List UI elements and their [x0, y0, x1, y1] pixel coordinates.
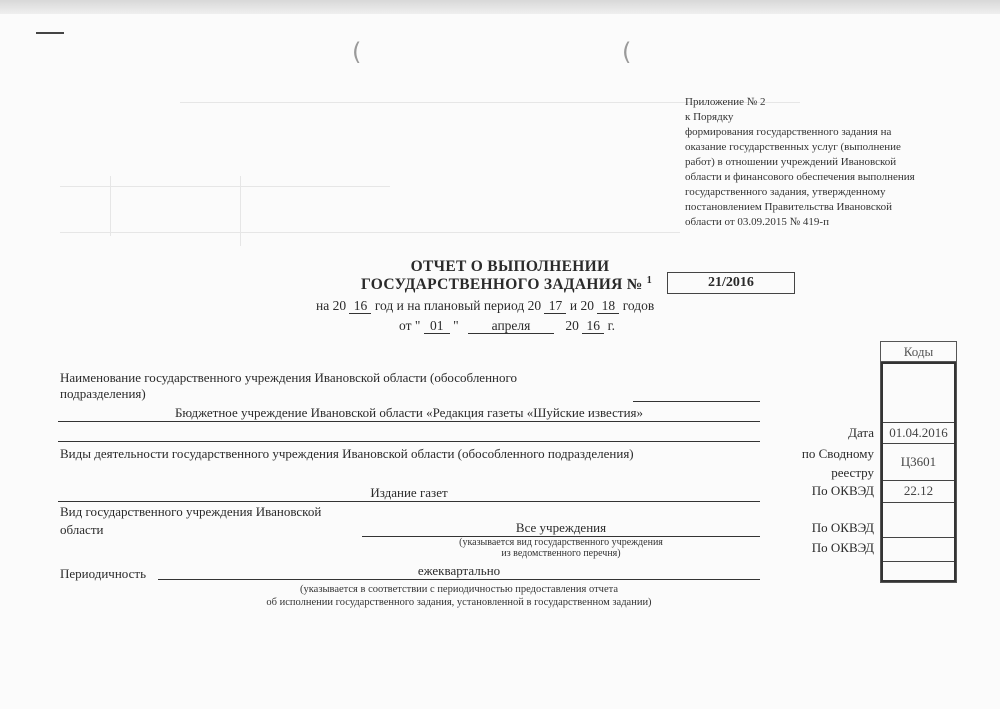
institution-label: Наименование государственного учреждения Ивановской области (обособленного: [60, 370, 517, 385]
date-line: [399, 318, 615, 334]
hint-line: из ведомственного перечня): [501, 548, 621, 559]
period-year: 16: [349, 299, 371, 314]
code-label-date: Дата: [848, 425, 874, 440]
scan-top-edge: [0, 0, 1000, 14]
code-cell-okved2: [883, 503, 954, 538]
hint-line: об исполнении государственного задания, установленной в государственном задании): [266, 597, 652, 608]
period-mid: год и на плановый период 20: [374, 298, 542, 313]
period-suffix: годов: [622, 298, 655, 313]
code-cell-blank: [883, 364, 954, 423]
underline: [158, 579, 760, 580]
appendix-line: к Порядку: [685, 111, 734, 123]
date-year-prefix: 20: [565, 318, 579, 333]
periodicity-value: ежеквартально: [417, 563, 501, 578]
document-title-line1: ОТЧЕТ О ВЫПОЛНЕНИИ: [410, 258, 610, 275]
period-and: и 20: [569, 298, 594, 313]
code-label-okved: По ОКВЭД: [811, 520, 874, 535]
code-label-registry-cont: реестру: [831, 465, 874, 480]
institution-type-hint: [362, 537, 760, 559]
appendix-line: работ) в отношении учреждений Ивановской: [685, 156, 897, 168]
appendix-line: государственного задания, утвержденному: [685, 186, 886, 198]
date-year: 16: [582, 319, 604, 334]
punch-hole-mark: (: [622, 38, 632, 66]
activity-label: Виды деятельности государственного учреждения Ивановской области (обособленного подразделения): [60, 446, 634, 461]
periodicity-label: Периодичность: [60, 566, 147, 581]
code-cell-date: 01.04.2016: [883, 423, 954, 444]
report-number-box: 21/2016: [667, 272, 795, 294]
underline: [58, 421, 760, 422]
date-month: апреля: [468, 319, 554, 334]
institution-type-label: Вид государственного учреждения Ивановской: [60, 504, 322, 519]
appendix-line: области от 03.09.2015 № 419-п: [685, 216, 829, 228]
institution-type-label-cont: области: [60, 522, 104, 537]
period-line: [316, 298, 654, 314]
code-label-okved: По ОКВЭД: [811, 483, 874, 498]
document-title-line2: [361, 275, 652, 294]
date-day: 01: [424, 319, 450, 334]
hint-line: (указывается в соответствии с периодичностью предоставления отчета: [299, 584, 619, 595]
bleed-through-line: [110, 176, 111, 236]
date-quote: ": [453, 318, 459, 333]
codes-table: [880, 341, 957, 583]
bleed-through-line: [240, 176, 241, 246]
underline: [58, 441, 760, 442]
institution-value: Бюджетное учреждение Ивановской области «Редакция газеты «Шуйские известия»: [174, 405, 644, 420]
scan-mark: [36, 32, 64, 34]
code-cell-okved: 22.12: [883, 481, 954, 503]
title-text: ГОСУДАРСТВЕННОГО ЗАДАНИЯ №: [361, 276, 643, 294]
period-prefix: на 20: [316, 298, 347, 313]
period-year3: 18: [597, 299, 619, 314]
appendix-line: области и финансового обеспечения выполнения: [685, 171, 915, 183]
underline: [633, 401, 760, 402]
institution-label-cont: подразделения): [60, 386, 146, 401]
punch-hole-mark: (: [352, 38, 362, 66]
codes-header: Коды: [881, 342, 956, 362]
appendix-line: оказание государственных услуг (выполнение: [685, 141, 901, 153]
codes-body: [881, 362, 956, 582]
bleed-through-line: [60, 232, 680, 233]
appendix-line: постановлением Правительства Ивановской: [685, 201, 892, 213]
appendix-line: Приложение № 2: [685, 96, 766, 108]
code-cell-last: [883, 562, 954, 580]
date-prefix: от ": [399, 318, 421, 333]
underline: [58, 501, 760, 502]
appendix-reference: [685, 95, 915, 230]
period-year2: 17: [544, 299, 566, 314]
periodicity-hint: [158, 583, 760, 609]
code-label-registry: по Сводному: [801, 446, 874, 461]
appendix-line: формирования государственного задания на: [685, 126, 892, 138]
hint-line: (указывается вид государственного учреждения: [459, 537, 663, 548]
title-footnote: 1: [646, 275, 653, 286]
institution-type-value: Все учреждения: [515, 520, 607, 535]
date-suffix: г.: [607, 318, 616, 333]
code-cell-registry: Ц3601: [883, 444, 954, 481]
code-label-okved: По ОКВЭД: [811, 540, 874, 555]
code-cell-okved3: [883, 538, 954, 562]
activity-value: Издание газет: [370, 485, 448, 500]
